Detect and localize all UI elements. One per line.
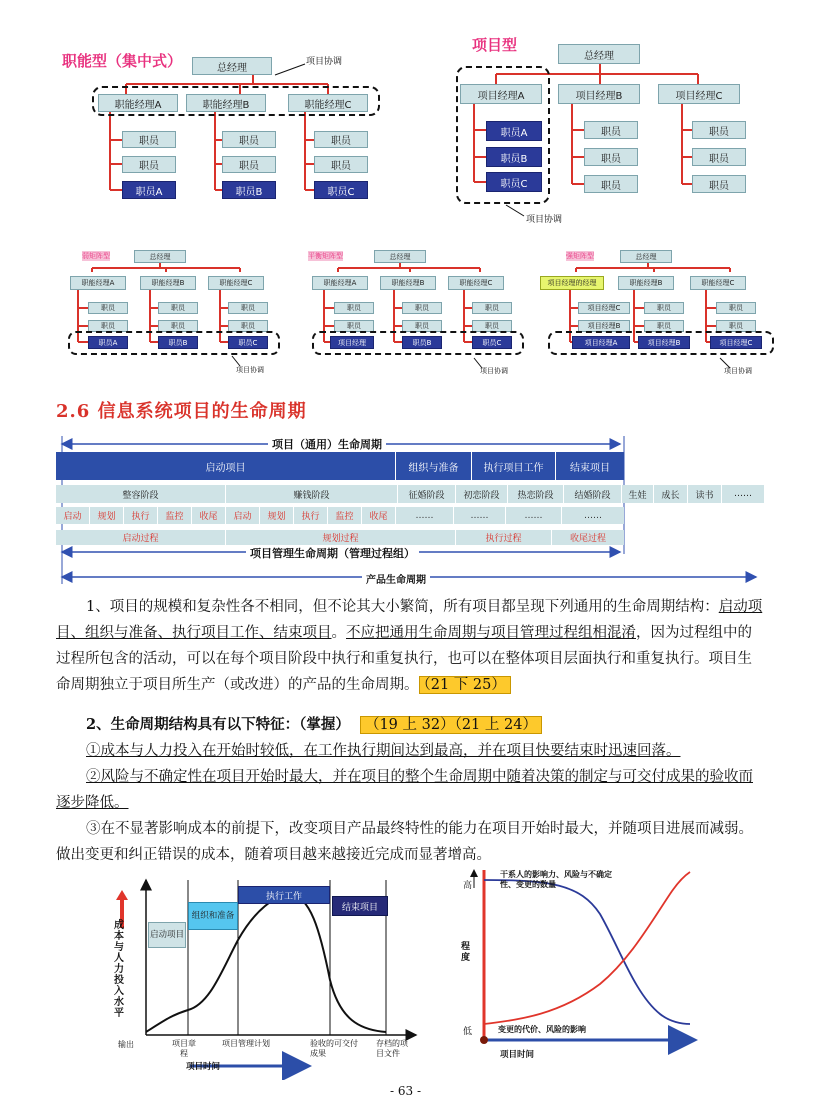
stage: 生娃: [622, 485, 654, 503]
staff-c: 职员C: [486, 172, 542, 192]
staff-b: 职员B: [222, 181, 276, 199]
staff-b: 职员B: [486, 147, 542, 167]
process-group: 规划过程: [226, 530, 456, 545]
y-tick-low: 低: [463, 1027, 473, 1037]
text: 2、生命周期结构具有以下特征：（掌握）: [86, 716, 350, 733]
underlined-text: 不应把通用生命周期与项目管理过程组相混淆: [346, 625, 636, 641]
process: 收尾: [362, 507, 396, 524]
cost-chart-ylabel: 成本与人力投入水平: [114, 920, 124, 1019]
stage: 成长: [654, 485, 688, 503]
weak-matrix-gm: 总经理: [134, 250, 186, 263]
staff: 职员: [472, 320, 512, 332]
strong-matrix-manager-b: 职能经理B: [618, 276, 674, 290]
weak-matrix-label: 弱矩阵型: [82, 252, 110, 260]
staff: 职员: [314, 131, 368, 148]
weak-matrix-manager-b: 职能经理B: [140, 276, 196, 290]
process: ……: [454, 507, 506, 524]
paragraph-1: [56, 594, 766, 698]
staff-c: 职员C: [472, 336, 512, 349]
staff: 职员: [228, 320, 268, 332]
functional-gm: 总经理: [192, 57, 272, 75]
stage: 征婚阶段: [398, 485, 456, 503]
process: ……: [584, 510, 602, 521]
project-manager: 项目经理: [330, 336, 374, 349]
staff: 职员: [584, 121, 638, 139]
staff: 职员: [88, 320, 128, 332]
staff: 职员: [402, 320, 442, 332]
phase-start-box: 启动项目: [148, 922, 186, 948]
staff: 职员: [584, 148, 638, 166]
strong-matrix-coord-label: 项目协调: [724, 367, 752, 375]
staff-b: 职员B: [158, 336, 198, 349]
project-manager-b: 项目经理B: [578, 320, 630, 332]
projectized-coord-label: 项目协调: [526, 215, 563, 225]
stage: 赚钱阶段: [226, 485, 398, 503]
weak-matrix-coord-box: [68, 331, 280, 355]
strong-matrix-label: 强矩阵型: [566, 252, 594, 260]
section-title: 2.6 信息系统项目的生命周期: [56, 401, 307, 422]
functional-coord-label: 项目协调: [306, 57, 343, 67]
balanced-matrix-manager-b: 职能经理B: [380, 276, 436, 290]
balanced-matrix-label: 平衡矩阵型: [308, 252, 343, 260]
process-row: [56, 507, 624, 524]
process-group: 执行过程: [456, 530, 552, 545]
strong-matrix-coord-box: [548, 331, 774, 355]
influence-chart-ylabel: 程度: [461, 942, 471, 963]
staff-c: 职员C: [314, 181, 368, 199]
generic-lifecycle-label: 项目（通用）生命周期: [268, 436, 386, 452]
exam-tag: （21 下 25）: [419, 676, 511, 694]
staff: 职员: [334, 320, 374, 332]
balanced-matrix-gm: 总经理: [374, 250, 426, 263]
staff-a: 职员A: [486, 121, 542, 141]
pm-lifecycle-label: 项目管理生命周期（管理过程组）: [246, 545, 419, 561]
page-number: - 63 -: [390, 1084, 422, 1098]
paragraph-3: ①成本与人力投入在开始时较低，在工作执行期间达到最高，并在项目快要结束时迅速回落。: [86, 743, 681, 759]
influence-chart-xlabel: 项目时间: [500, 1050, 535, 1060]
influence-curve: [484, 880, 690, 1024]
stage-row: [56, 485, 764, 503]
staff-c: 职员C: [228, 336, 268, 349]
balanced-matrix-manager-a: 职能经理A: [312, 276, 368, 290]
stage: 热恋阶段: [508, 485, 564, 503]
staff: 职员: [334, 302, 374, 314]
staff: 职员: [122, 156, 176, 173]
project-manager-c: 项目经理C: [710, 336, 762, 349]
weak-matrix-manager-c: 职能经理C: [208, 276, 264, 290]
staff-a: 职员A: [122, 181, 176, 199]
process: 监控: [328, 507, 362, 524]
generic-lifecycle-row: [56, 452, 624, 480]
balanced-matrix-coord-label: 项目协调: [480, 367, 508, 375]
strong-matrix-gm: 总经理: [620, 250, 672, 263]
functional-manager-c: 职能经理C: [288, 94, 368, 112]
stage: 初恋阶段: [456, 485, 508, 503]
functional-manager-b: 职能经理B: [186, 94, 266, 112]
underlined-text: 启动项目、组织与准备、执行项目工作、结束项目: [56, 599, 763, 641]
project-manager-a: 项目经理A: [460, 84, 542, 104]
staff: 职员: [88, 302, 128, 314]
process: 规划: [260, 507, 294, 524]
text: 1、项目的规模和复杂性各不相同，但不论其大小繁简，所有项目都呈现下列通用的生命周期结构：: [86, 599, 719, 615]
project-manager-c: 项目经理C: [578, 302, 630, 314]
staff: 职员: [644, 302, 684, 314]
process: 收尾: [192, 507, 226, 524]
series-label-influence: 干系人的影响力、风险与不确定性、变更的数量: [500, 870, 612, 889]
x-tick: 验收的可交付成果: [310, 1039, 358, 1058]
staff: 职员: [716, 320, 756, 332]
projectized-gm: 总经理: [558, 44, 640, 64]
text: ，因为过程组中的过程所包含的活动，可以在每个项目阶段中执行和重复执行，也可以在整体项目层面执行和重复执行。: [56, 625, 752, 667]
functional-manager-a: 职能经理A: [98, 94, 178, 112]
project-manager-b: 项目经理B: [638, 336, 690, 349]
cost-of-change-curve: [484, 872, 690, 1024]
balanced-matrix-manager-c: 职能经理C: [448, 276, 504, 290]
cost-chart-xlabel: 项目时间: [186, 1062, 221, 1072]
phase-organize-box: 组织和准备: [188, 902, 238, 930]
x-tick: 项目章程: [172, 1039, 196, 1058]
x-tick: 存档的项目文件: [376, 1039, 408, 1058]
stage: ……: [734, 489, 752, 499]
pm-of-pms: 项目经理的经理: [540, 276, 604, 290]
staff: 职员: [158, 320, 198, 332]
strong-matrix-manager-c: 职能经理C: [690, 276, 746, 290]
staff: 职员: [158, 302, 198, 314]
staff: 职员: [228, 302, 268, 314]
staff: 职员: [472, 302, 512, 314]
process: 监控: [158, 507, 192, 524]
staff: 职员: [692, 148, 746, 166]
phase-execute: 执行项目工作: [472, 452, 556, 480]
phase-execute-box: 执行工作: [238, 886, 330, 904]
process-group-row: [56, 530, 624, 545]
paragraph-5: ③在不显著影响成本的前提下，改变项目产品最终特性的能力在项目开始时最大，并随项目进展而减弱。做出变更和纠正错误的成本，随着项目越来越接近完成而显著增高。: [56, 821, 753, 863]
text: 。: [331, 625, 346, 641]
staff-a: 职员A: [88, 336, 128, 349]
x-tick: 输出: [118, 1040, 134, 1049]
balanced-matrix-coord-box: [312, 331, 524, 355]
phase-start: 启动项目: [56, 452, 396, 480]
weak-matrix-coord-label: 项目协调: [236, 366, 264, 374]
text: 项目生命周期独立于项目所生产（或改进）的产品的生命周期。: [56, 651, 752, 693]
paragraph-2: [56, 712, 766, 738]
phase-organize: 组织与准备: [396, 452, 472, 480]
process: 规划: [90, 507, 124, 524]
functional-title: 职能型（集中式）: [62, 52, 183, 70]
staff: 职员: [222, 156, 276, 173]
process-group: 启动过程: [56, 530, 226, 545]
series-label-cost: 变更的代价、风险的影响: [498, 1025, 586, 1034]
product-lifecycle-label: 产品生命周期: [362, 571, 430, 586]
weak-matrix-manager-a: 职能经理A: [70, 276, 126, 290]
staff: 职员: [314, 156, 368, 173]
process: 执行: [294, 507, 328, 524]
project-manager-c: 项目经理C: [658, 84, 740, 104]
phase-close-box: 结束项目: [332, 896, 388, 916]
process: 启动: [226, 507, 260, 524]
staff: 职员: [716, 302, 756, 314]
x-tick: 项目管理计划: [222, 1039, 270, 1048]
stage: 读书: [688, 485, 722, 503]
staff: 职员: [692, 175, 746, 193]
stage: 结婚阶段: [564, 485, 622, 503]
staff: 职员: [692, 121, 746, 139]
staff: 职员: [584, 175, 638, 193]
process: 执行: [124, 507, 158, 524]
exam-tag: （19 上 32）（21 上 24）: [360, 716, 542, 734]
process: ……: [506, 507, 562, 524]
process-group: 收尾过程: [569, 534, 606, 544]
project-manager-a: 项目经理A: [572, 336, 630, 349]
staff: 职员: [122, 131, 176, 148]
process: ……: [396, 507, 454, 524]
y-tick-high: 高: [463, 881, 473, 891]
staff: 职员: [222, 131, 276, 148]
project-manager-b: 项目经理B: [558, 84, 640, 104]
staff: 职员: [644, 320, 684, 332]
staff-b: 职员B: [402, 336, 442, 349]
projectized-title: 项目型: [472, 36, 518, 54]
process: 启动: [56, 507, 90, 524]
stage: 整容阶段: [56, 485, 226, 503]
paragraph-4: ②风险与不确定性在项目开始时最大，并在项目的整个生命周期中随着决策的制定与可交付成果的验收而逐步降低。: [56, 769, 753, 811]
phase-close: 结束项目: [570, 462, 610, 474]
staff: 职员: [402, 302, 442, 314]
